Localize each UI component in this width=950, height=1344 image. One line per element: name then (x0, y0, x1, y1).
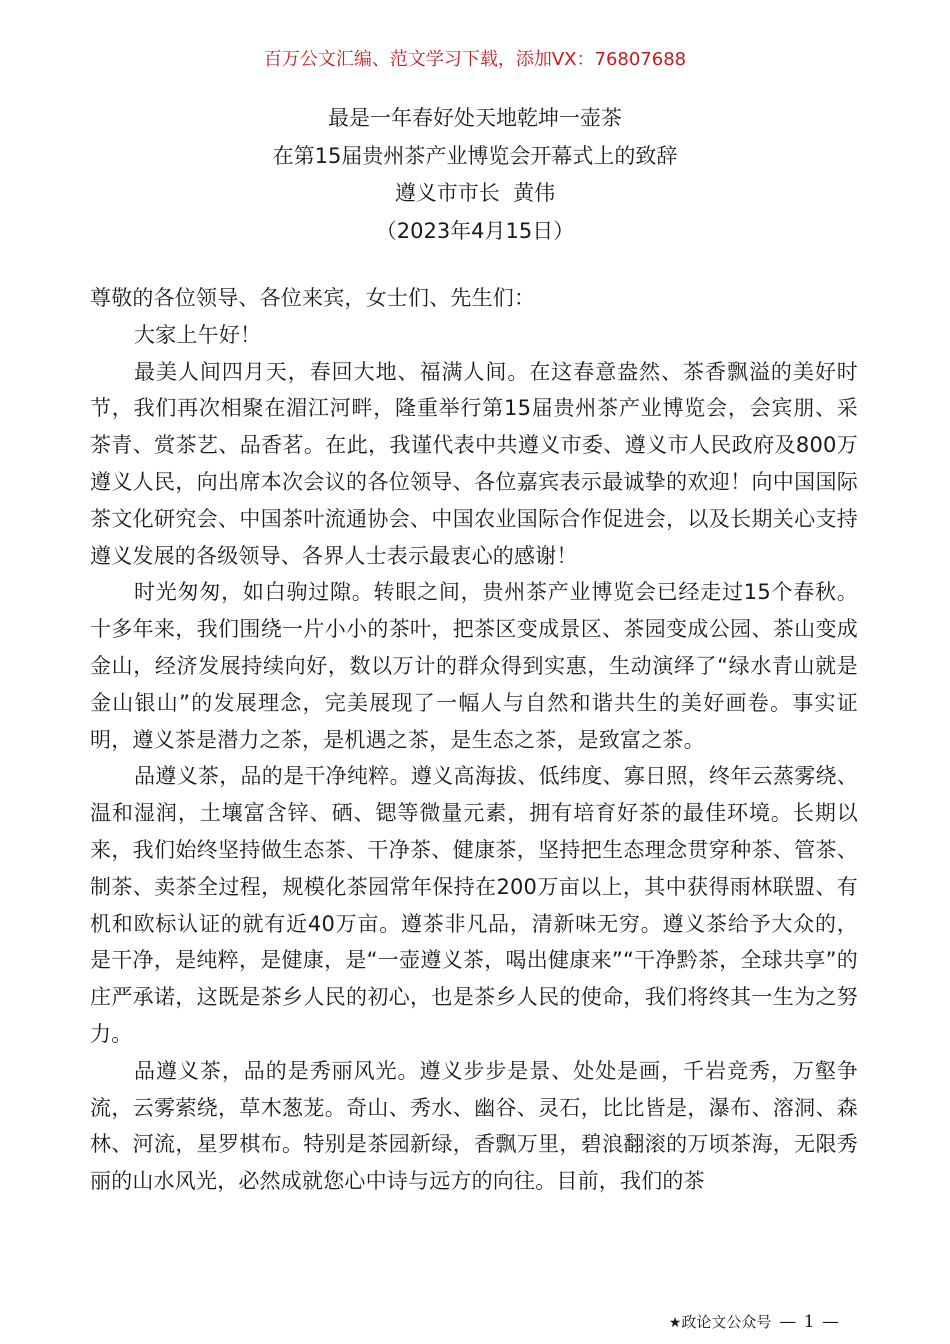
paragraph-scenery: 品遵义茶，品的是秀丽风光。遵义步步是景、处处是画，千岩竞秀，万壑争流，云雾萦绕，草木葱茏。奇山、秀水、幽谷、灵石，比比皆是，瀑布、溶洞、森林、河流，星罗棋布。特别是茶园新绿，香飘万里，碧浪翻滚的万顷茶海，无限秀丽的山水风光，必然成就您心中诗与远方的向往。目前，我们的茶 (90, 1058, 858, 1194)
paragraph-history: 时光匆匆，如白驹过隙。转眼之间，贵州茶产业博览会已经走过15个春秋。十多年来，我们围绕一片小小的茶叶，把茶区变成景区、茶园变成公园、茶山变成金山，经济发展持续向好，数以万计的群众得到实惠，生动演绎了“绿水青山就是金山银山”的发展理念，完美展现了一幅人与自然和谐共生的美好画卷。事实证明，遵义茶是潜力之茶，是机遇之茶，是生态之茶，是致富之茶。 (90, 580, 858, 752)
speech-body (90, 280, 858, 1200)
document-title: 最是一年春好处天地乾坤一壶茶 (328, 106, 622, 130)
download-banner: 百万公文汇编、范文学习下载，添加VX：76807688 (263, 49, 687, 70)
paragraph-purity: 品遵义茶，品的是干净纯粹。遵义高海拔、低纬度、寡日照，终年云蒸雾绕、温和湿润，土壤富含锌、硒、锶等微量元素，拥有培育好茶的最佳环境。长期以来，我们始终坚持做生态茶、干净茶、健康茶，坚持把生态理念贯穿种茶、管茶、制茶、卖茶全过程，规模化茶园常年保持在200万亩以上，其中获得雨林联盟、有机和欧标认证的就有近40万亩。遵茶非凡品，清新味无穷。遵义茶给予大众的，是干净，是纯粹，是健康，是“一壶遵义茶，喝出健康来”“干净黔茶，全球共享”的庄严承诺，这既是茶乡人民的初心，也是茶乡人民的使命，我们将终其一生为之努力。 (90, 764, 858, 1046)
document-header (0, 100, 950, 250)
paragraph-welcome: 最美人间四月天，春回大地、福满人间。在这春意盎然、茶香飘溢的美好时节，我们再次相聚在湄江河畔，隆重举行第15届贵州茶产业博览会，会宾朋、采茶青、赏茶艺、品香茗。在此，我谨代表中共遵义市委、遵义市人民政府及800万遵义人民，向出席本次会议的各位领导、各位嘉宾表示最诚挚的欢迎！向中国国际茶文化研究会、中国茶叶流通协会、中国农业国际合作促进会，以及长期关心支持遵义发展的各级领导、各界人士表示最衷心的感谢！ (90, 359, 858, 568)
document-author: 遵义市市长 黄伟 (394, 181, 556, 205)
document-subtitle: 在第15届贵州茶产业博览会开幕式上的致辞 (272, 143, 678, 168)
salutation: 尊敬的各位领导、各位来宾，女士们、先生们： (90, 286, 536, 310)
paragraph-greeting: 大家上午好！ (134, 322, 262, 347)
footer-source: 政论文公众号 (681, 1313, 772, 1331)
star-icon: ★ (668, 1315, 682, 1331)
document-date: （2023年4月15日） (375, 218, 575, 243)
page-footer (669, 1312, 840, 1333)
page-number: — 1 — (779, 1312, 840, 1332)
